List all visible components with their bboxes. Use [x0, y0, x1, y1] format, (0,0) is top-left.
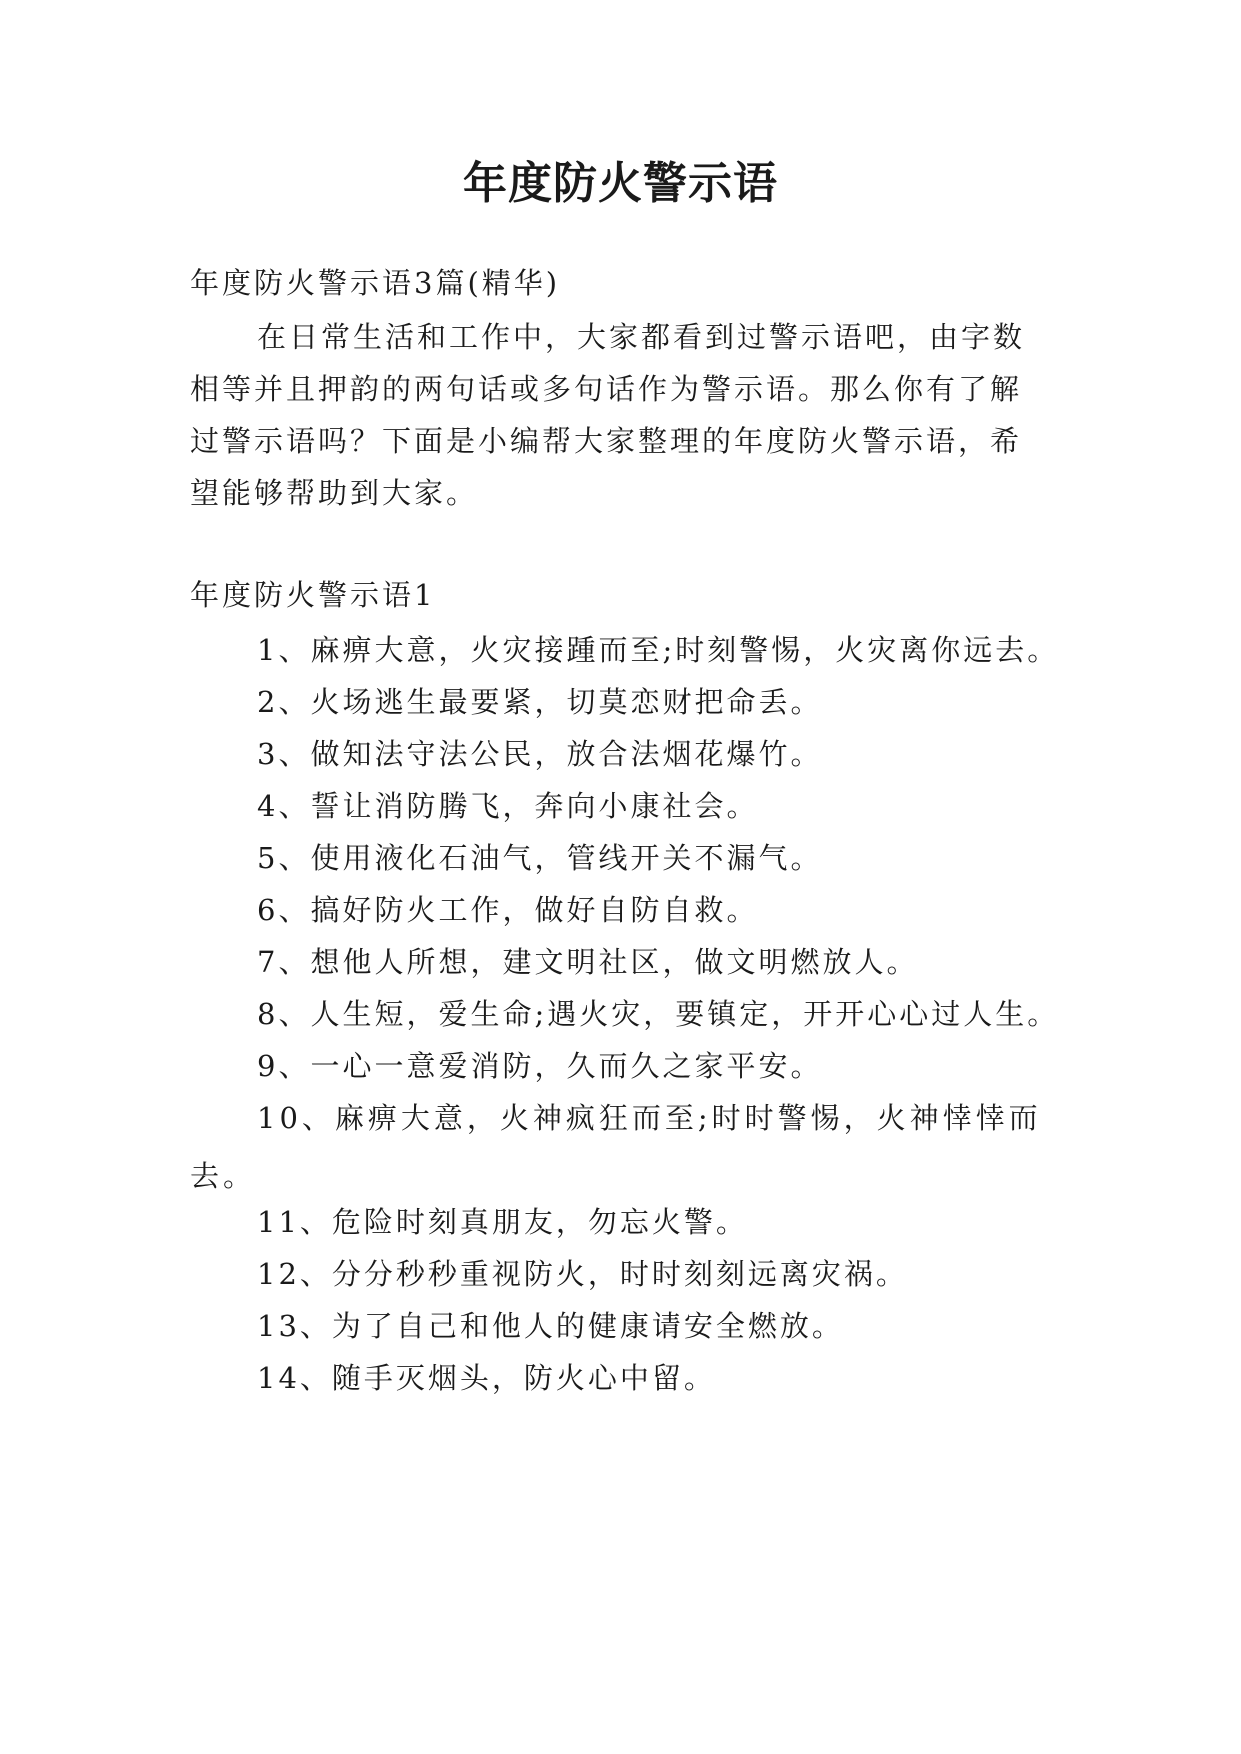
list-item: 10、麻痹大意，火神疯狂而至;时时警惕，火神悻悻而去。	[190, 1101, 1042, 1193]
document-subtitle: 年度防火警示语3篇(精华)	[190, 266, 561, 300]
list-item: 13、为了自己和他人的健康请安全燃放。	[257, 1309, 844, 1343]
intro-line-3: 过警示语吗？下面是小编帮大家整理的年度防火警示语，希	[190, 424, 1023, 458]
list-item: 9、一心一意爱消防，久而久之家平安。	[257, 1049, 823, 1083]
intro-line-2: 相等并且押韵的两句话或多句话作为警示语。那么你有了解	[190, 372, 1023, 406]
list-item: 6、搞好防火工作，做好自防自救。	[257, 893, 759, 927]
list-item: 14、随手灭烟头，防火心中留。	[257, 1361, 716, 1395]
intro-line-1: 在日常生活和工作中，大家都看到过警示语吧，由字数	[257, 320, 1026, 354]
intro-line-4: 望能够帮助到大家。	[190, 476, 479, 510]
list-item: 8、人生短，爱生命;遇火灾，要镇定，开开心心过人生。	[257, 997, 1060, 1031]
page-title: 年度防火警示语	[463, 158, 778, 209]
list-item: 2、火场逃生最要紧，切莫恋财把命丢。	[257, 685, 823, 719]
list-item: 4、誓让消防腾飞，奔向小康社会。	[257, 789, 759, 823]
list-item: 7、想他人所想，建文明社区，做文明燃放人。	[257, 945, 919, 979]
list-item: 5、使用液化石油气，管线开关不漏气。	[257, 841, 823, 875]
list-item: 11、危险时刻真朋友，勿忘火警。	[257, 1205, 748, 1239]
list-item: 1、麻痹大意，火灾接踵而至;时刻警惕，火灾离你远去。	[257, 633, 1060, 667]
list-item: 3、做知法守法公民，放合法烟花爆竹。	[257, 737, 823, 771]
section-heading: 年度防火警示语1	[190, 578, 436, 612]
list-item: 12、分分秒秒重视防火，时时刻刻远离灾祸。	[257, 1257, 908, 1291]
